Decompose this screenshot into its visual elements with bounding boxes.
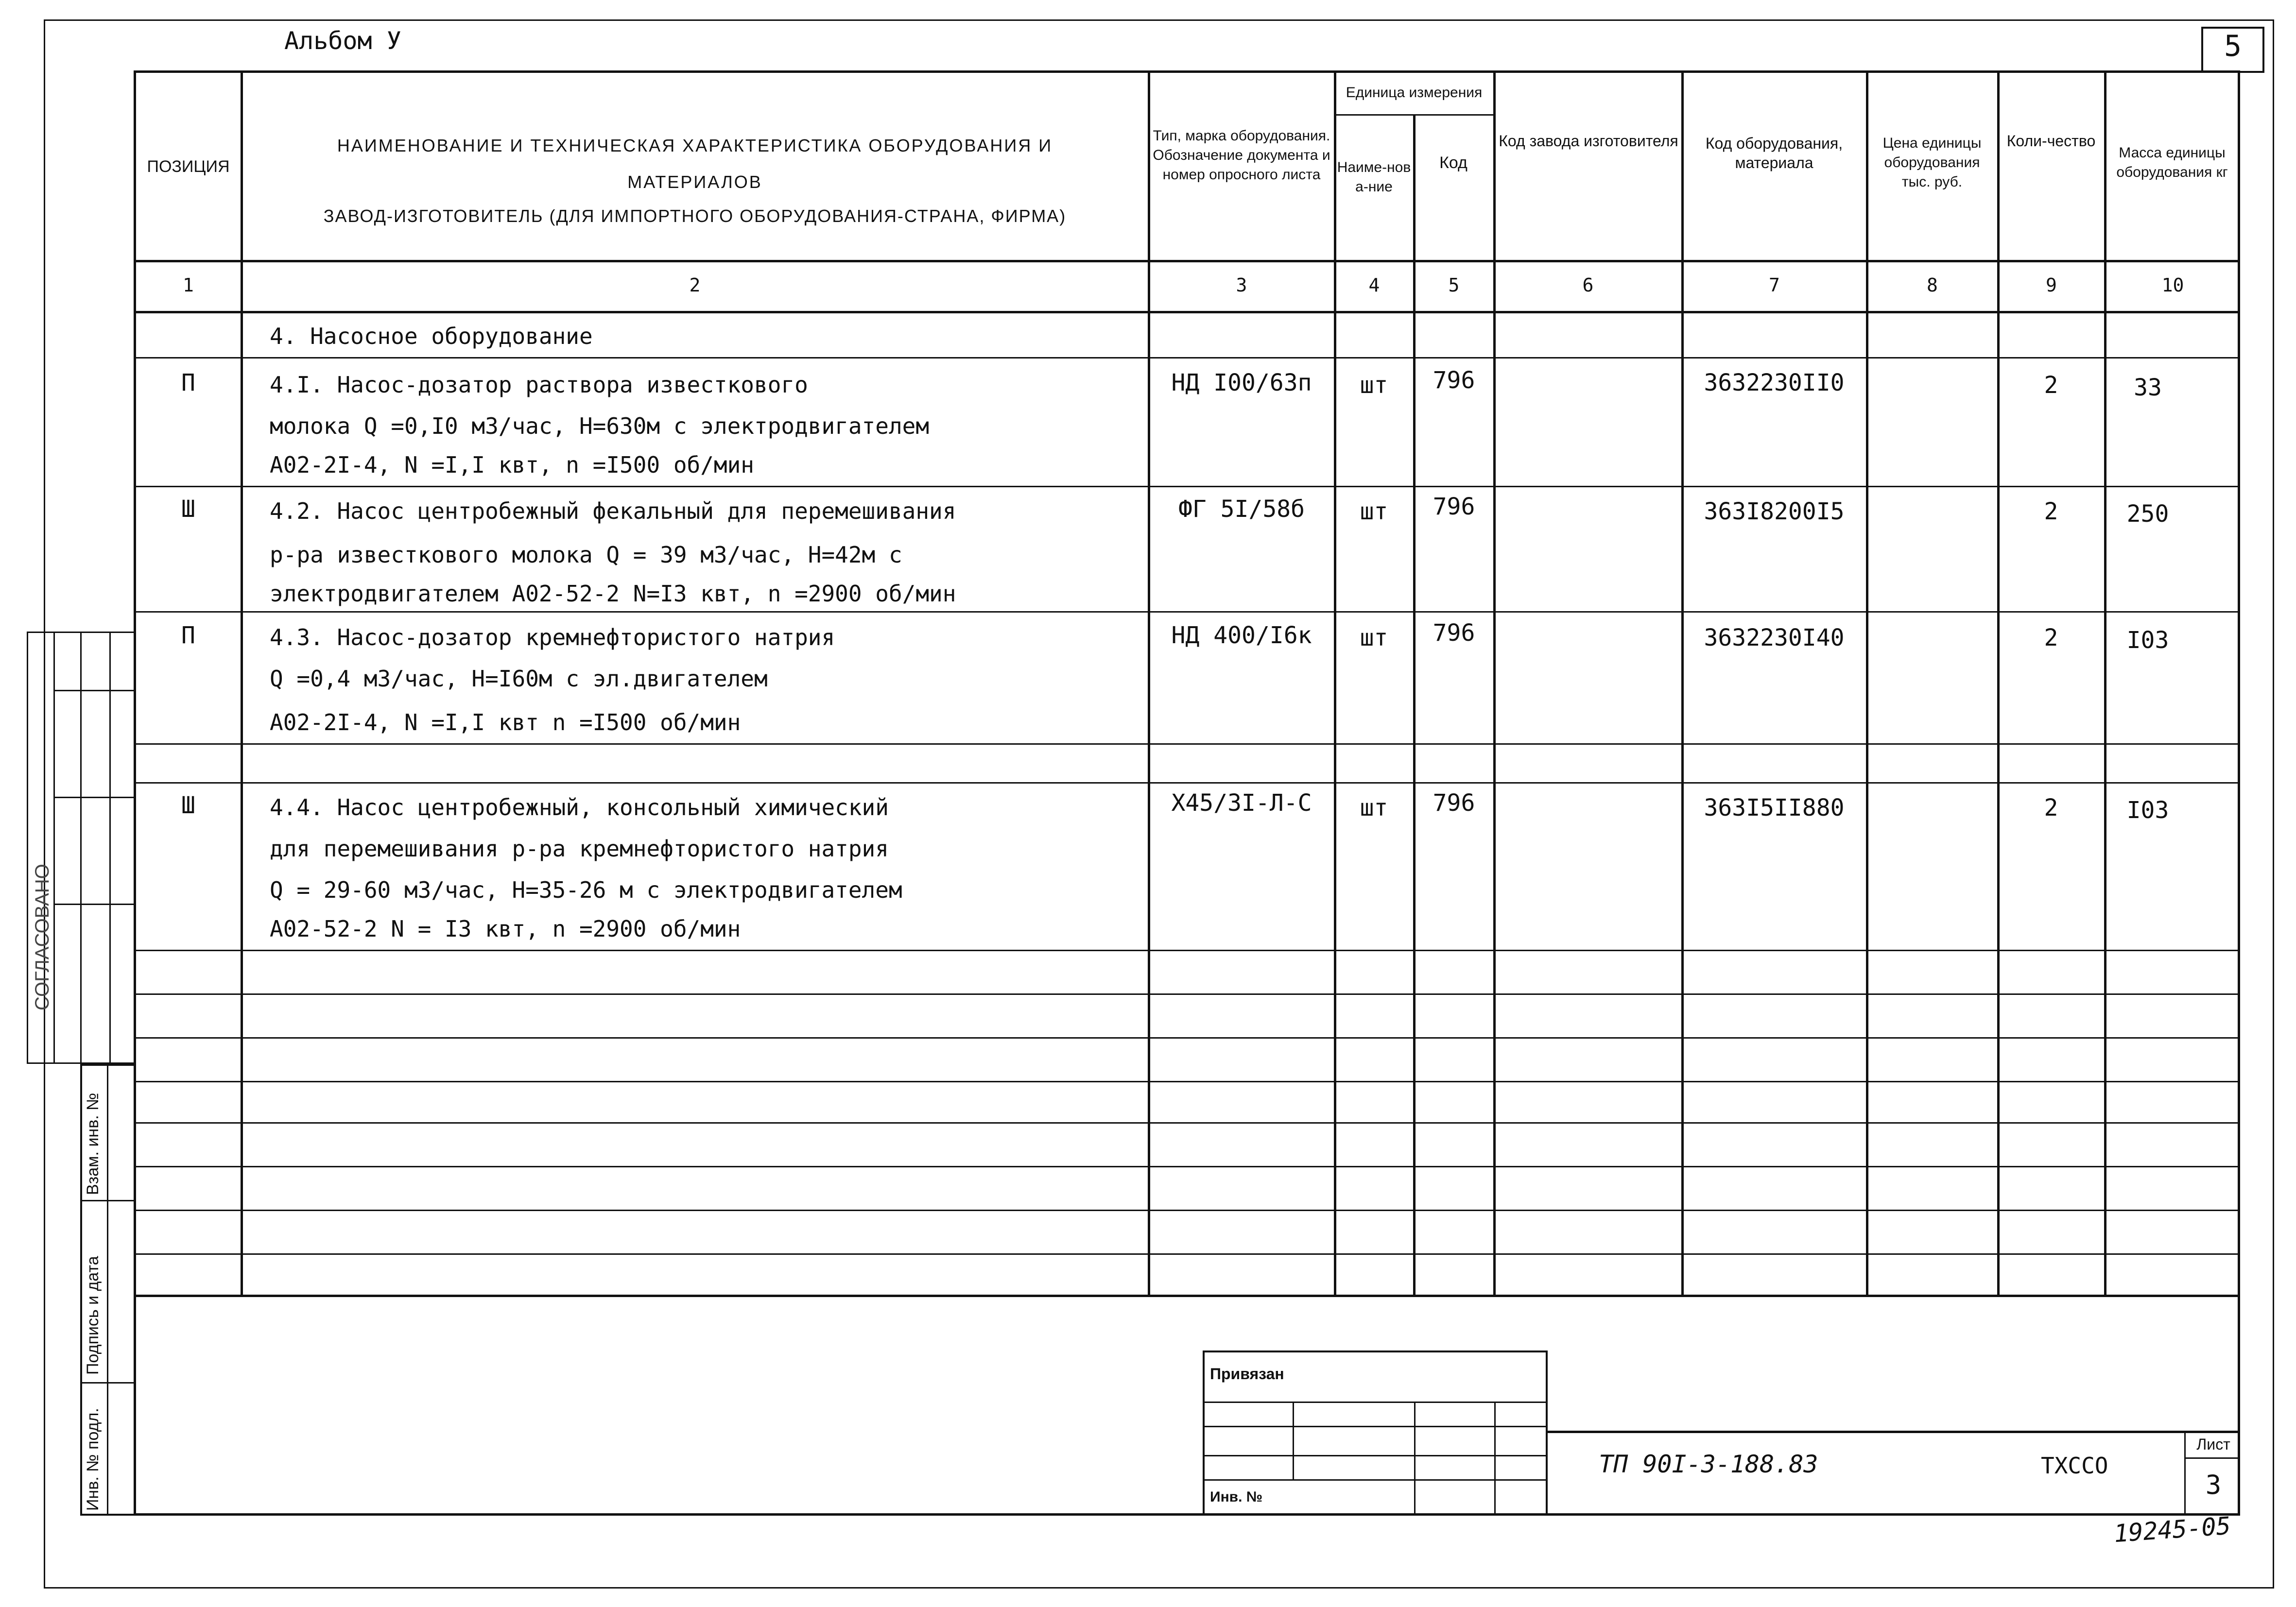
item-mass: I03: [2126, 797, 2169, 824]
col-number: 5: [1448, 274, 1460, 296]
side-strip-line: [80, 632, 82, 1064]
sheet-label: Лист: [2196, 1436, 2230, 1453]
item-name-line: 4.4. Насос центробежный, консольный химический: [270, 794, 889, 821]
item-equip-code: 3632230I40: [1704, 624, 1845, 651]
item-unit-code: 796: [1433, 789, 1475, 817]
header-bottom: [134, 260, 2240, 262]
archive-number: 19245-05: [2113, 1511, 2232, 1548]
row-line: [134, 743, 2240, 745]
unit-group-line: [1334, 114, 1493, 116]
row-line: [134, 486, 2240, 487]
item-name-line: Q =0,4 м3/час, H=I60м с эл.двигателем: [270, 666, 768, 692]
item-type: ФГ 5I/58б: [1178, 496, 1305, 523]
col-line: [1334, 70, 1336, 1295]
col-line: [1681, 70, 1684, 1295]
row-line: [134, 993, 2240, 995]
item-type: Х45/3I-Л-С: [1171, 789, 1312, 817]
item-name-line: А02-2I-4, N =I,I квт n =I500 об/мин: [270, 709, 741, 735]
header-unit-code: Код: [1439, 154, 1467, 172]
header-name-line2: МАТЕРИАЛОВ: [627, 172, 762, 192]
header-qty: Коли-чество: [2006, 132, 2096, 150]
side-strip-line: [109, 632, 111, 1064]
side-label-agreed: СОГЛАСОВАНО: [32, 864, 53, 1010]
header-price: Цена единицы оборудования тыс. руб.: [1882, 135, 1982, 190]
colnum-bottom: [134, 311, 2240, 313]
side-label-inv-orig: Инв. № подл.: [84, 1408, 102, 1511]
page-number: 5: [2224, 29, 2242, 63]
col-number: 6: [1582, 274, 1594, 296]
header-unit-group-label: Единица измерения: [1346, 85, 1483, 101]
item-name-line: А02-52-2 N = I3 квт, n =2900 об/мин: [270, 916, 741, 942]
title-block-line: [2184, 1431, 2186, 1516]
side-label-inv-vzam: Взам. инв. №: [84, 1093, 102, 1195]
header-equip-code: Код оборудования, материала: [1705, 135, 1843, 171]
item-unit: шт: [1360, 498, 1388, 525]
side-strip-line: [53, 904, 136, 905]
header-name-line3: ЗАВОД-ИЗГОТОВИТЕЛЬ (ДЛЯ ИМПОРТНОГО ОБОРУДОВАНИЯ-СТРАНА, ФИРМА): [323, 206, 1067, 226]
item-position: П: [181, 369, 195, 396]
item-name-line: электродвигателем А02-52-2 N=I3 квт, n =2900 об/мин: [270, 581, 956, 607]
col-line: [1866, 70, 1868, 1295]
side-strip-line: [53, 632, 55, 1064]
item-equip-code: 363I5II880: [1704, 794, 1845, 821]
item-name-line: А02-2I-4, N =I,I квт, n =I500 об/мин: [270, 452, 754, 478]
item-unit-code: 796: [1433, 493, 1475, 520]
row-line: [134, 357, 2240, 359]
item-name-line: р-ра известкового молока Q = 39 м3/час, H=42м с: [270, 542, 902, 568]
item-unit: шт: [1360, 624, 1388, 651]
item-unit: шт: [1360, 372, 1388, 399]
item-type: НД I00/63п: [1171, 369, 1312, 396]
row-line: [134, 1122, 2240, 1124]
col-number: 1: [183, 274, 194, 296]
item-position: П: [181, 622, 195, 649]
stamp-line: [1293, 1402, 1294, 1479]
stamp-inv-label: Инв. №: [1210, 1489, 1263, 1505]
item-qty: 2: [2044, 498, 2058, 525]
col-number: 2: [689, 274, 701, 296]
side-strip-line: [107, 1064, 108, 1516]
col-number: 4: [1368, 274, 1380, 296]
col-number: 8: [1927, 274, 1938, 296]
item-name-line: 4.I. Насос-дозатор раствора известкового: [270, 372, 808, 398]
header-name-line1: НАИМЕНОВАНИЕ И ТЕХНИЧЕСКАЯ ХАРАКТЕРИСТИКА ОБОРУДОВАНИЯ И: [337, 136, 1053, 155]
item-equip-code: 3632230II0: [1704, 369, 1845, 396]
col-number: 10: [2161, 274, 2184, 296]
stamp-line: [1203, 1455, 1548, 1456]
item-type: НД 400/I6к: [1171, 622, 1312, 649]
album-title: Альбом У: [284, 27, 401, 55]
item-name-line: для перемешивания р-ра кремнефтористого натрия: [270, 836, 889, 862]
doc-code: ТП 90I-3-188.83: [1599, 1450, 1818, 1478]
stamp-line: [1494, 1402, 1496, 1516]
title-block-top: [1548, 1431, 2240, 1433]
col-line: [2104, 70, 2106, 1295]
section-title: 4. Насосное оборудование: [270, 323, 593, 349]
item-mass: I03: [2126, 627, 2169, 654]
title-block-line: [2184, 1457, 2240, 1459]
item-unit-code: 796: [1433, 619, 1475, 647]
col-line: [1997, 70, 2000, 1295]
header-unit-name: Наиме-нова-ние: [1337, 159, 1411, 195]
item-mass: 33: [2134, 374, 2162, 401]
row-line: [134, 1081, 2240, 1082]
sheet-number: 3: [2205, 1470, 2222, 1500]
row-line: [134, 1295, 2240, 1297]
side-label-sign-date: Подпись и дата: [84, 1256, 102, 1375]
item-mass: 250: [2126, 500, 2169, 528]
item-qty: 2: [2044, 794, 2058, 821]
item-qty: 2: [2044, 372, 2058, 399]
col-number: 9: [2046, 274, 2057, 296]
header-type: Тип, марка оборудования. Обозначение документа и номер опросного листа: [1153, 128, 1330, 183]
item-unit: шт: [1360, 794, 1388, 821]
col-line: [1493, 70, 1496, 1295]
stamp-line: [1414, 1402, 1416, 1516]
side-strip-line: [80, 1200, 136, 1201]
row-line: [134, 1210, 2240, 1211]
side-strip-line: [80, 1382, 136, 1384]
row-line: [134, 950, 2240, 951]
item-name-line: 4.3. Насос-дозатор кремнефтористого натрия: [270, 624, 835, 650]
item-unit-code: 796: [1433, 367, 1475, 394]
header-maker-code: Код завода изготовителя: [1499, 132, 1678, 150]
album-code: ТХССО: [2041, 1453, 2108, 1479]
col-number: 7: [1769, 274, 1780, 296]
item-name-line: Q = 29-60 м3/час, H=35-26 м с электродвигателем: [270, 877, 902, 903]
item-position: Ш: [181, 496, 195, 523]
col-number: 3: [1236, 274, 1247, 296]
header-position: ПОЗИЦИЯ: [147, 157, 230, 176]
item-position: Ш: [181, 792, 195, 819]
item-equip-code: 363I8200I5: [1704, 498, 1845, 525]
header-mass: Масса единицы оборудования кг: [2116, 145, 2228, 180]
col-line: [1148, 70, 1150, 1295]
row-line: [134, 611, 2240, 613]
stamp-line: [1203, 1402, 1548, 1403]
row-line: [134, 1166, 2240, 1167]
row-line: [134, 782, 2240, 784]
row-line: [134, 1037, 2240, 1039]
stamp-line: [1203, 1426, 1548, 1427]
item-name-line: 4.2. Насос центробежный фекальный для перемешивания: [270, 498, 956, 524]
col-line: [241, 70, 243, 1295]
item-name-line: молока Q =0,I0 м3/час, H=630м с электродвигателем: [270, 413, 930, 439]
side-strip-line: [53, 797, 136, 798]
side-strip-line: [53, 690, 136, 691]
stamp-line: [1203, 1479, 1548, 1481]
row-line: [134, 1253, 2240, 1255]
stamp-privyazan-label: Привязан: [1210, 1365, 1284, 1383]
item-qty: 2: [2044, 624, 2058, 651]
